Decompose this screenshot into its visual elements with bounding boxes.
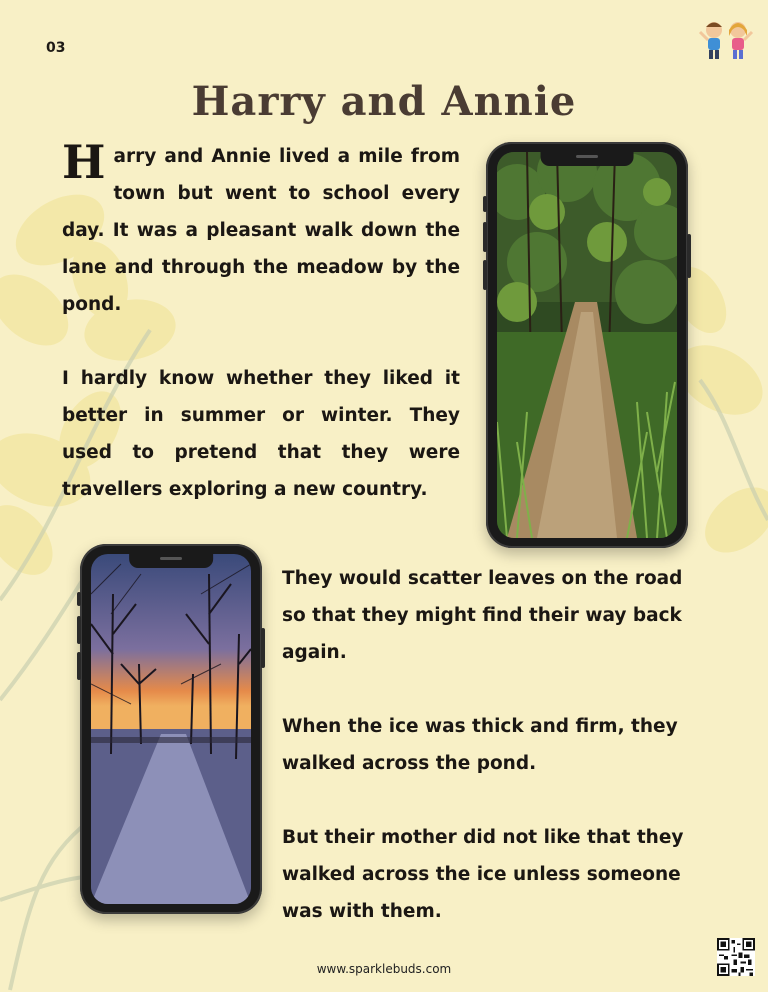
page-title: Harry and Annie [191, 78, 577, 125]
page-number: 03 [46, 40, 66, 56]
phone-button [483, 222, 487, 252]
phone-button [77, 616, 81, 644]
phone-button [483, 260, 487, 290]
phone-speaker [576, 155, 598, 158]
story-text-top [62, 135, 460, 508]
phone-button [483, 196, 487, 212]
phone-button [77, 652, 81, 680]
drop-cap: H [62, 135, 106, 189]
qr-code-icon [717, 938, 755, 976]
phone-photo-forest-path [486, 142, 688, 548]
paragraph-4: When the ice was thick and firm, they walked across the pond. [282, 716, 678, 774]
phone-notch [541, 151, 634, 166]
phone-button [77, 592, 81, 606]
phone-button [261, 628, 265, 668]
paragraph-2: I hardly know whether they liked it better in summer or winter. They used to pretend that they were travellers exploring a new country. [62, 368, 460, 500]
paragraph-3: They would scatter leaves on the road so that they might find their way back again. [282, 568, 683, 663]
story-text-bottom [282, 560, 690, 930]
phone-notch [129, 553, 213, 568]
phone-speaker [160, 557, 182, 560]
kids-waving-logo-icon [697, 18, 755, 62]
forest-path-photo [497, 152, 677, 538]
phone-button [687, 234, 691, 278]
paragraph-5: But their mother did not like that they walked across the ice unless someone was with them. [282, 827, 684, 922]
paragraph-1-text: arry and Annie lived a mile from town but went to school every day. It was a pleasant walk down the lane and through the meadow by the pond. [62, 146, 460, 315]
website-url: www.sparklebuds.com [316, 962, 452, 976]
paragraph-1 [62, 135, 460, 323]
snowy-road-photo [91, 554, 251, 904]
phone-photo-snowy-road-sunset [80, 544, 262, 914]
